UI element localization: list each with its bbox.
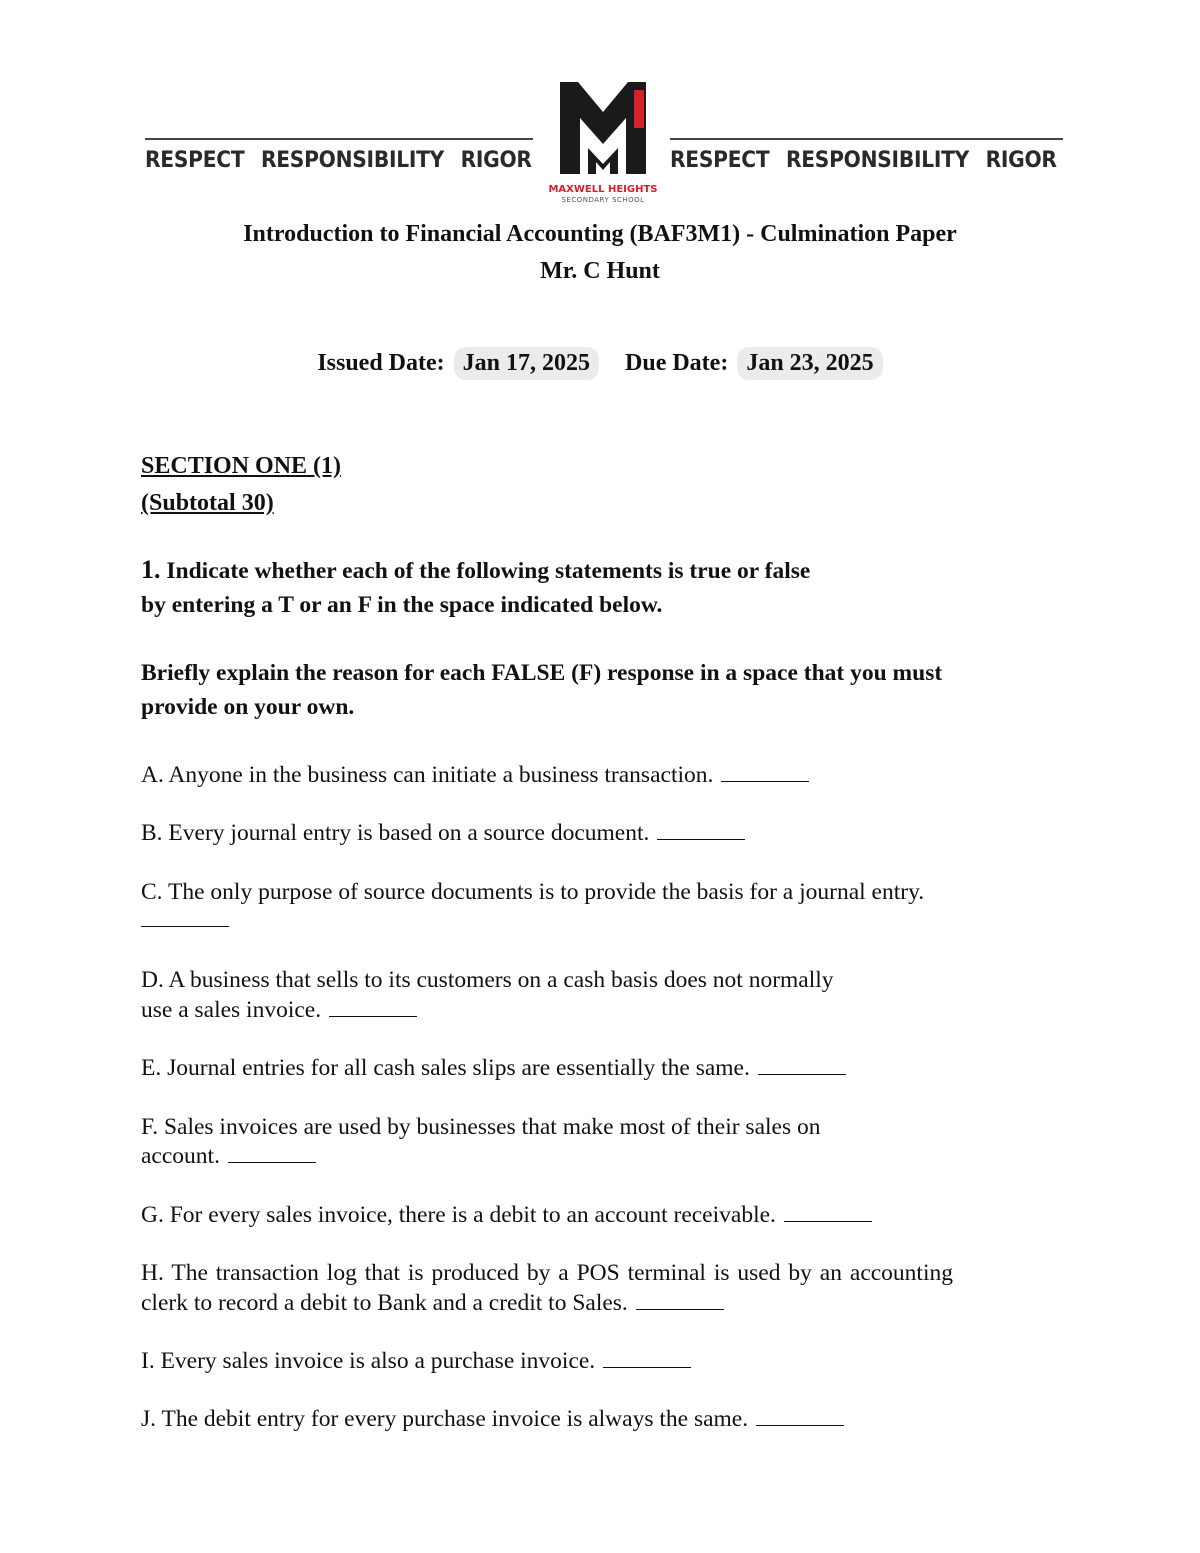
answer-blank[interactable] [141,906,229,927]
section-heading: SECTION ONE (1) [141,453,342,479]
date-row [0,347,1200,380]
answer-blank[interactable] [784,1201,872,1222]
item-text: A. Anyone in the business can initiate a business transaction. [141,762,714,788]
motto-text [670,148,1057,173]
item-text: H. The transaction log that is produced by a POS terminal is used by an accounting clerk to record a debit to Bank and a credit to Sales. [141,1260,953,1316]
question-number: 1. [141,555,161,584]
answer-blank[interactable] [603,1347,691,1368]
motto-right [670,138,1063,173]
item-text: use a sales invoice. [141,997,322,1023]
school-subname: SECONDARY SCHOOL [561,196,645,204]
question-item-f [141,1112,821,1142]
teacher-name: Mr. C Hunt [540,258,660,284]
item-text: C. The only purpose of source documents is to provide the basis for a journal entry. [141,879,925,905]
item-text: E. Journal entries for all cash sales slips are essentially the same. [141,1055,750,1081]
school-logo [548,78,658,208]
item-text: D. A business that sells to its customers on a cash basis does not normally [141,967,834,993]
header-rule [145,138,533,140]
motto-respect: RESPECT [670,148,770,173]
question-instruction-line [141,555,810,585]
item-text: B. Every journal entry is based on a source document. [141,820,650,846]
motto-responsibility: RESPONSIBILITY [785,148,970,173]
motto-text [145,148,532,173]
question-item-d [141,965,834,995]
question-item-j [141,1404,844,1434]
answer-blank[interactable] [657,819,745,840]
question-item-h [141,1258,953,1318]
instruction-text: Indicate whether each of the following statements is true or false [166,558,811,584]
answer-blank[interactable] [228,1142,316,1163]
motto-left [145,138,533,173]
question-item-b [141,818,745,848]
item-text: F. Sales invoices are used by businesses that make most of their sales on [141,1114,821,1140]
answer-blank[interactable] [758,1054,846,1075]
issued-date-label: Issued Date: [317,350,445,376]
question-item-e [141,1053,846,1083]
item-text: J. The debit entry for every purchase invoice is always the same. [141,1406,749,1432]
question-item-c-blank [141,905,229,935]
question-item-a [141,760,809,790]
document-title: Introduction to Financial Accounting (BAF3M1) - Culmination Paper [243,221,957,247]
answer-blank[interactable] [636,1289,724,1310]
question-item-g [141,1200,872,1230]
motto-rigor: RIGOR [460,148,532,173]
motto-respect: RESPECT [145,148,245,173]
due-date-field[interactable]: Jan 23, 2025 [737,347,882,380]
instruction-text: Briefly explain the reason for each FALSE (F) response in a space that you must [141,660,943,686]
issued-date-field[interactable]: Jan 17, 2025 [454,347,599,380]
item-text: G. For every sales invoice, there is a debit to an account receivable. [141,1202,776,1228]
question-item-d-cont [141,995,417,1025]
motto-rigor: RIGOR [985,148,1057,173]
instruction-text: by entering a T or an F in the space indicated below. [141,592,663,618]
instruction-text: provide on your own. [141,694,355,720]
school-name: MAXWELL HEIGHTS [548,184,658,195]
question-item-f-cont [141,1141,316,1171]
answer-blank[interactable] [329,996,417,1017]
item-text: I. Every sales invoice is also a purchase invoice. [141,1348,596,1374]
motto-responsibility: RESPONSIBILITY [260,148,445,173]
section-subtotal: (Subtotal 30) [141,490,274,516]
mh-monogram-icon [548,78,658,184]
header-rule [670,138,1063,140]
due-date-label: Due Date: [625,350,729,376]
answer-blank[interactable] [756,1405,844,1426]
question-item-c [141,877,924,907]
answer-blank[interactable] [721,761,809,782]
question-item-i [141,1346,691,1376]
item-text: account. [141,1143,220,1169]
